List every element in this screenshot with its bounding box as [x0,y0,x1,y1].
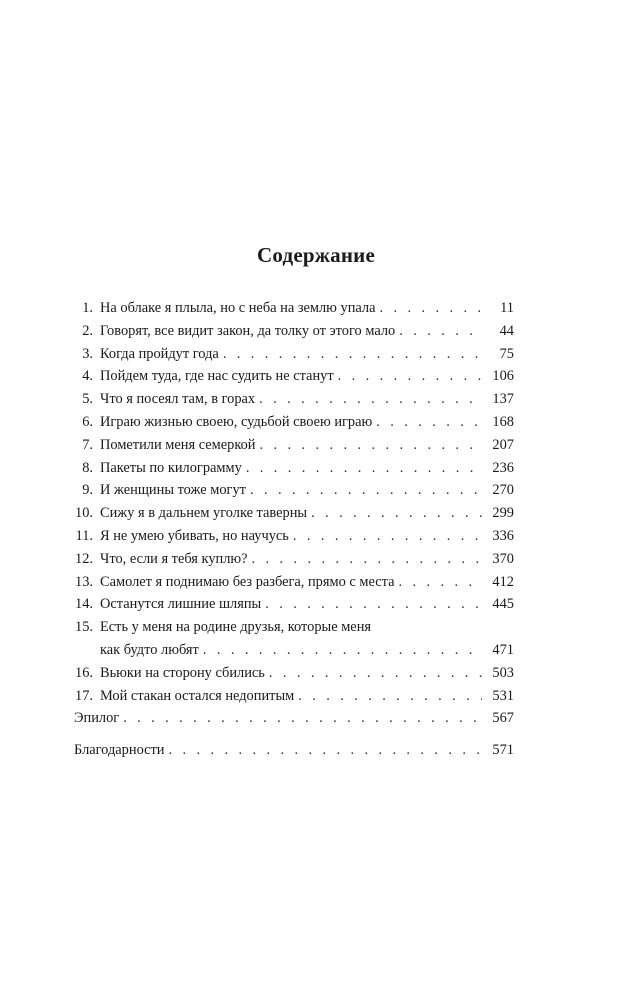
chapter-number: 12. [75,550,93,567]
dot-leader [376,411,482,434]
page-number: 571 [492,742,514,759]
dot-leader [246,457,482,480]
page-number: 567 [492,710,514,727]
page-number: 168 [492,413,514,430]
chapter-number: 14. [75,596,93,613]
chapter-title-line-2: как будто любят [100,641,199,658]
chapter-title: Что, если я тебя куплю? [100,550,248,567]
page-number: 445 [492,596,514,613]
dot-leader [338,365,482,388]
chapter-title: Останутся лишние шляпы [100,596,262,613]
chapter-title: Играю жизнью своею, судьбой своею играю [100,413,373,430]
dot-leader [269,662,482,685]
chapter-number: 15. [75,619,93,636]
chapter-title: На облаке я плыла, но с неба на землю упала [100,300,376,316]
page-title: Содержание [257,243,375,267]
chapter-number: 4. [82,368,93,385]
chapter-title: Говорят, все видит закон, да толку от этого мало [100,322,396,339]
page-number: 270 [492,482,514,499]
page-number: 137 [492,391,514,408]
toc-entry-acknowledgements [70,739,514,762]
page-number: 299 [492,505,514,522]
toc-entry-epilogue [70,707,514,730]
toc-entry [70,662,514,685]
chapter-number: 11. [75,527,93,544]
toc-entry [70,502,514,525]
chapter-title: Сижу я в дальнем уголке таверны [100,505,308,522]
chapter-number: 17. [75,687,93,704]
toc-entry [70,434,514,457]
page-number: 336 [492,527,514,544]
chapter-title: И женщины тоже могут [100,482,246,499]
chapter-number: 6. [82,413,93,430]
page-number: 503 [492,664,514,681]
toc-entry [70,593,514,616]
toc-entry [70,685,514,708]
toc-entry [70,457,514,480]
toc-entry [70,571,514,594]
page-number: 236 [492,459,514,476]
chapter-title: Я не умею убивать, но научусь [100,527,289,544]
toc-entry [70,320,514,343]
toc-entry [70,388,514,411]
chapter-number: 13. [75,573,93,590]
chapter-title-line-1: Есть у меня на родине друзья, которые меня [100,619,372,636]
dot-leader [265,593,482,616]
dot-leader [223,343,482,366]
toc-entry [70,525,514,548]
chapter-number: 5. [82,391,93,408]
table-of-contents [70,297,514,762]
chapter-title: Что я посеял там, в горах [100,391,256,408]
chapter-title: Вьюки на сторону сбились [100,664,265,681]
page-number: 207 [492,436,514,453]
dot-leader [250,479,482,502]
dot-leader [311,502,482,525]
toc-entry [70,616,514,662]
chapter-number: 8. [82,459,93,476]
chapter-title: Пометили меня семеркой [100,436,256,453]
page-number: 370 [492,550,514,567]
page-number: 412 [492,573,514,590]
dot-leader [293,525,482,548]
page-number: 471 [492,641,514,658]
toc-entry [70,479,514,502]
page-number: 44 [499,322,514,339]
dot-leader [398,571,482,594]
chapter-number: 10. [75,505,93,522]
epilogue-title: Эпилог [74,710,120,727]
chapter-number: 16. [75,664,93,681]
acknowledgements-title: Благодарности [74,742,165,759]
dot-leader [298,685,482,708]
chapter-number: 7. [82,436,93,453]
dot-leader [380,297,482,320]
chapter-number: 3. [82,345,93,362]
toc-entry [70,548,514,571]
toc-entry [70,343,514,366]
toc-entry [70,297,514,320]
chapter-title: Пакеты по килограмму [100,459,242,476]
chapter-number: 9. [82,482,93,499]
dot-leader [203,639,482,662]
dot-leader [259,388,482,411]
page-number: 531 [492,687,514,704]
toc-entry [70,365,514,388]
page-number: 11 [500,300,514,316]
page-number: 106 [492,368,514,385]
toc-entry [70,411,514,434]
page-number: 75 [499,345,514,362]
chapter-title: Когда пройдут года [100,345,219,362]
dot-leader [123,707,482,730]
chapter-number: 2. [82,322,93,339]
dot-leader [169,739,482,762]
chapter-number: 1. [82,300,93,316]
dot-leader [260,434,483,457]
dot-leader [252,548,482,571]
dot-leader [399,320,482,343]
chapter-title: Мой стакан остался недопитым [100,687,295,704]
chapter-title: Пойдем туда, где нас судить не станут [100,368,334,385]
chapter-title: Самолет я поднимаю без разбега, прямо с места [100,573,395,590]
